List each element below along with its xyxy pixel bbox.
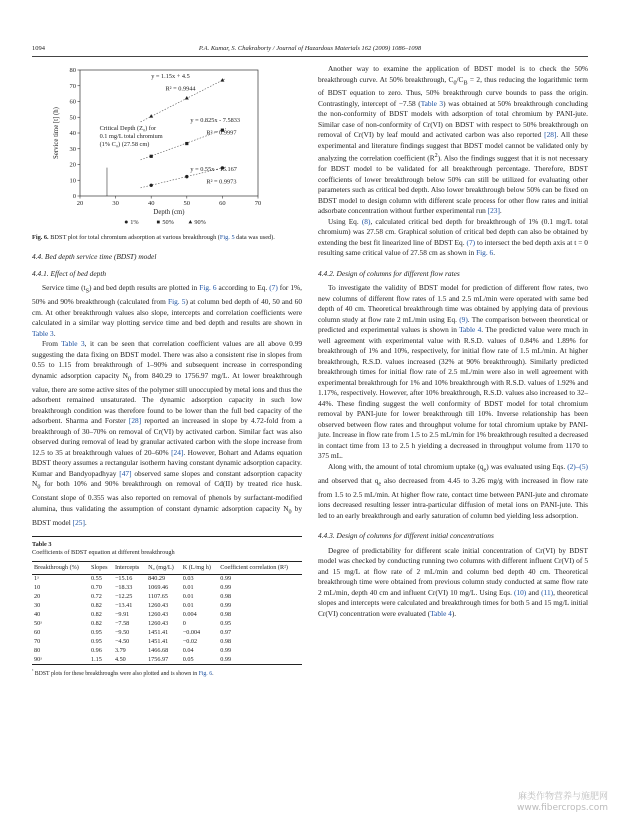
paragraph-bed-depth: Service time $(t_S)$ and bed depth results are plotted in Fig. 6 according to Eq. (7) for 1%, 50% and 90% breakthrough (calculated from Fig. 5) at column bed depth of 40, 50 and 60 cm. At other breakthrough values also slope, intercepts and correlation coefficients were calculated in a similar way plotting service time and bed depth and results are shown in Table 3. [32,283,302,338]
table-row [32,611,302,620]
table-cell: 0.72 [91,593,102,601]
table-cell: 0.82 [91,611,102,619]
ref-link[interactable]: [23] [487,206,500,216]
page-number: 1094 [32,45,45,52]
table-cell: 0.99 [220,575,232,583]
ref-link[interactable]: (7) [269,283,278,293]
ref-link[interactable]: (10) [514,587,527,597]
ref-link[interactable]: [25] [72,517,85,527]
table-cell: −9.91 [114,611,130,619]
trend-equation: y = 0.825x - 7.5833 [190,116,241,124]
x-tick-label: 50 [183,200,191,207]
section-title-4-4: 4.4. Bed depth service time (BDST) model [32,252,157,262]
column-header: Slopes [89,562,113,575]
paragraph-flow-rates: To investigate the validity of BDST model for prediction of different flow rates, two new columns of different flow rates of 1.5 and 2.5 mL/min were operated with same bed depth of 40 cm. Theoretical breakthrough time was obtained by applying data of previous column study at flow rate 2 mL/min using Eq. (9). The comparison between theoretical or predicted and experimental values is shown in Table 4. The predicted value were much in well agreement with experimental value with R.S.D. values of 0.84% and 1.89% for breakthrough of 1% and 10%, respectively, for initial flow rate of 1.5 mL/min. At higher breakthrough, R.S.D. values increased (32% at 90% breakthrough). Similarly predicted breakthrough times for initial flow rate of 2.5 mL/min were also in well agreement with experimental breakthrough for 1% and 10% breakthrough with R.S.D. values of 1.92% and 1.17%, respectively. However, after 10% breakthrough, R.S.D. values also increased to 32–44%. These finding suggest the well conformity of BDST model for total chromium removal by PANI-jute for lower breakthrough till 10%. Inverse relationship has been observed between flow rates and throughput volume for total chromium uptake by PANI-jute. Increase in flow rate from 1.5 to 2.5 mL/min for 1% breakthrough resulted a decreased in contact time from 13 to 2.5 h yielding a decreased in throughput volume from 1170 to 375 mL. [318,283,588,461]
table-footnote: $^ᵃ$ BDST plots for these breakthroughs were also plotted and is shown in Fig. 6. [32,669,214,678]
table-row [32,646,302,655]
figure-caption [32,234,302,242]
table-row [32,655,302,664]
bdst-coefficients-table [32,561,302,665]
x-tick-label: 70 [254,200,262,207]
table-cell: −4.50 [114,638,130,646]
y-tick-label: 60 [69,98,76,106]
ref-link[interactable]: Table 3 [420,98,444,108]
subsection-title-4-4-3: 4.4.3. Design of columns for different initial concentrations [318,531,494,541]
table-cell: 0.98 [220,593,232,601]
left-column [32,64,302,680]
table-cell: 0.95 [220,620,232,628]
table-cell: 1756.97 [146,655,181,664]
ref-link[interactable]: Table 4 [430,608,452,618]
y-tick-label: 70 [69,82,76,90]
ref-link[interactable]: (11) [541,587,554,597]
table-cell: −7.58 [114,620,130,628]
ref-link[interactable]: Fig. 6 [199,283,217,293]
table-cell: 1.15 [89,655,113,664]
trend-r2: R² = 0.9973 [206,178,237,186]
legend-label: 1% [130,219,139,226]
ref-link[interactable]: [24] [171,447,184,457]
table-cell: 0.95 [91,638,102,646]
figure-6 [32,64,302,230]
table-cell: −0.02 [182,638,198,646]
table-cell: 4.50 [113,655,146,664]
data-point [185,175,188,178]
table-cell: −15.16 [114,575,133,583]
table-row [32,584,302,593]
bdst-chart [32,64,302,230]
trend-equation: y = 0.55x - 15.167 [190,165,237,173]
x-tick-label: 60 [219,200,226,207]
table-cell: 1ᵃ [34,575,39,583]
table-cell: 90ᵃ [32,655,89,664]
ref-link[interactable]: [28] [128,416,142,426]
x-tick-label: 40 [147,200,155,207]
ref-link[interactable]: (2)–(5) [567,461,588,471]
table-cell: 1069.46 [148,584,169,592]
column-header: N₀ (mg/L) [146,562,181,575]
ref-link[interactable]: Fig. 5 [168,297,186,307]
table-row [32,593,302,602]
table-cell: −12.25 [114,593,133,601]
table-cell: 1451.41 [148,638,169,646]
table-cell: 0.03 [182,575,194,583]
ref-link[interactable]: Table 4 [459,325,482,335]
caption-ref-link[interactable]: Fig. 5 [219,234,235,241]
column-header: K (L/mg h) [181,562,219,575]
legend-marker [189,220,193,223]
annotation-text: (1% C₀) (27.58 cm) [99,140,150,148]
table-cell: 0.99 [220,584,232,592]
ref-link[interactable]: Table 3 [61,339,85,349]
x-tick-label: 30 [112,200,119,207]
table-cell: 3.79 [114,647,126,655]
y-tick-label: 0 [72,193,76,201]
caption-text: BDST plot for total chromium adsorption at various breakthrough ( [48,234,220,241]
legend-label: 50% [162,219,174,226]
table-cell: 0.01 [182,593,194,601]
ref-link[interactable]: Fig. 6 [198,671,213,678]
paragraph-initial-concentrations: Degree of predictability for different scale initial concentration of Cr(VI) by BDST model was checked by conducting running two columns with different influent Cr(VI) of 5 and 15 mg/L at flow rate of 2 mL/min and column bed depth 40 cm. Theoretical breakthrough time were obtained from previous column study conducted at same flow rate 2 mL/min, depth 40 cm and influent Cr(VI) 10 mg/L. Using Eqs. (10) and (11), theoretical slopes and intercepts were calculated and breakthrough times for both 5 and 15 mg/L initial Cr(VI) concentration were evaluated (Table 4). [318,545,588,618]
table-cell: 60 [34,629,41,637]
table-cell: 0.82 [91,602,102,610]
caption-tail: data was used). [234,234,275,241]
table-cell: 0.98 [220,638,232,646]
x-tick-label: 20 [76,200,84,207]
table-row [32,620,302,629]
trend-r2: R² = 0.9944 [165,85,196,93]
y-tick-label: 20 [69,161,76,169]
table-row [32,628,302,637]
watermark [517,792,608,814]
table-cell: 80 [34,647,41,655]
table-cell: 10 [34,584,41,592]
y-tick-label: 30 [69,145,76,153]
watermark-line: 麻类作物营养与施肥网 [517,792,608,802]
table-cell: 840.29 [148,575,166,583]
table-header-row [32,562,302,575]
table-cell: 0.99 [220,647,232,655]
table-row [32,637,302,646]
table-cell: 0.99 [220,602,232,610]
table-cell: 0.01 [182,602,194,610]
data-point [150,155,153,158]
y-tick-label: 10 [69,177,76,185]
paragraph-50-breakthrough: Another way to examine the application of BDST model is to check the 50% breakthrough curve. At 50% breakthrough, $C_0/C_B = 2$, thus reducing the logarithmic term of BDST equation to zero. Thus, 50% breakthrough curve bounds to pass the origin. Contrastingly, intercept of −7.58 (Table 3) was obtained at 50% breakthrough concluding the non-conformity of BDST models with adsorption of total chromium by PANI-jute. Similar case of non-conformity of Cr(VI) on BDST with respect to 50% breakthrough on removal of Cr(VI) by leaf mould and activated carbon was also reported [28]. All these experimental and literature findings suggest that BDST model cannot be validated only by analyzing the correlation coefficient $(R^2)$. Also the findings suggest that it is not necessary for BDST model to be validated for all breakthrough percentage. Therefore, BDST coefficients of lower breakthrough below 50% can still be utilized for evaluating other parameters such as critical bed depth. Also lower breakthrough below 50% can be fixed on BDST model to design column with different scale process for other flow rates and initial adsorbate concentration without further experimental run [23]. [318,64,589,216]
table-cell: −0.004 [182,629,201,637]
paragraph-chromium-uptake: Along with, the amount of total chromium uptake $(q_e)$ was evaluated using Eqs. (2)–(5) and observed that $q_e$ also decreased from 4.45 to 3.26 mg/g with increased in flow rate from 1.5 to 2.5 mL/min. At higher flow rate, contact time between PANI-jute and chromate ions decreased resulting lesser intra-particular diffusion of metal ions on PANI-jute. This led to an early breakthrough and early saturation of column bed yielding less adsorption. [318,461,588,520]
table-cell: 0.99 [218,655,302,664]
caption-label: Fig. 6. [32,234,49,241]
table-cell: 40 [34,611,41,619]
y-tick-label: 80 [69,67,76,75]
table-cell: −18.33 [114,584,133,592]
table-cell: 0.95 [91,629,102,637]
watermark-url: www.fibercrops.com [517,803,608,813]
column-header: Coefficient correlation (R²) [218,562,302,575]
table-body [32,574,302,665]
table-cell: 0.04 [182,647,194,655]
table-cell: 0.97 [220,629,232,637]
paragraph-table3-discussion: From Table 3, it can be seen that correlation coefficient values are all above 0.99 suggesting the data fixing on BDST model. There was also a consistent rise in slopes from 0.55 to 1.15 from breakthrough of 1–90% and subsequent increase in corresponding dynamic adsorption capacity $N_0$ from 840.29 to 1756.97 mg/L. At lower breakthrough value, there are some active sites of the polymer still unoccupied by metal ions and thus the adsorbent remained unsaturated. The dynamic adsorption capacity in such low breakthrough condition was therefore found to be lower than the full bed capacity of the adsorbent. Sharma and Forster [28] reported an increased in slope by 4.72-fold from a breakthrough of 30–70% on removal of Cr(VI) by activated carbon. Similar fact was also observed during removal of lead by granular activated carbon with the slope increase from 12.5 to 35 at breakthrough values of 20–60% [24]. However, Bohart and Adams equation BDST theory assumes a rectangular isotherm having constant dynamic adsorption capacity. Kumar and Bandyopadhyay [47] observed same slopes and constant adsorption capacity $N_0$ for both 10% and 90% breakthrough on removal of Cd(II) by treated rice husk. Constant slope of 0.355 was also reported on removal of phenols by surfactant-modified alumina, thus validating the assumption of constant dynamic adsorption capacity $N_0$ by BDST model [25]. [32,339,302,527]
ref-link[interactable]: (9) [459,314,468,324]
y-tick-label: 50 [69,114,76,122]
table-cell: 1107.65 [148,593,168,601]
table-row [32,602,302,611]
data-point [150,184,153,187]
legend-marker [125,221,128,224]
table-cell: 0.004 [182,611,197,619]
subsection-title-4-4-1: 4.4.1. Effect of bed depth [32,268,107,278]
column-header: Breakthrough (%) [32,562,89,575]
table-cell: 1451.41 [148,629,169,637]
data-point [185,96,189,100]
table-title: Coefficients of BDST equation at different breakthrough [32,549,175,557]
annotation-text: 0.1 mg/L total chromium [99,132,163,140]
table-cell: 0.01 [182,584,194,592]
annotation-text: Critical Depth (Z₀) for [99,124,157,132]
table-cell: 0.96 [91,647,102,655]
trend-equation: y = 1.15x + 4.5 [151,72,190,80]
table-cell: −9.50 [114,629,130,637]
ref-link[interactable]: Table 3 [32,328,54,338]
table-label: Table 3 [32,541,52,549]
legend-label: 90% [194,219,206,226]
ref-link[interactable]: (7) [466,237,476,247]
table-3 [32,536,302,680]
ref-link[interactable]: [28] [544,130,557,140]
ref-link[interactable]: [47] [119,468,132,478]
table-cell: 0 [182,620,186,628]
running-head: P.A. Kumar, S. Chakraborty / Journal of Hazardous Materials 162 (2009) 1086–1098 [198,45,422,52]
header-rule [32,56,588,57]
table-cell: 1260.43 [148,620,169,628]
table-cell: 30 [34,602,41,610]
subsection-title-4-4-2: 4.4.2. Design of columns for different flow rates [318,268,460,278]
table-cell: 0.70 [91,584,102,592]
paragraph-critical-depth: Using Eq. (8), calculated critical bed depth for breakthrough of 1% (0.1 mg/L total chromium) was 27.58 cm. Graphical solution of critical bed depth can also be obtained by extending the best fit linearized line of BDST Eq. (7) to intersect the bed depth axis at t = 0 resulting same critical value of 27.58 cm as shown in Fig. 6. [318,216,588,258]
table-cell: 0.55 [91,575,102,583]
table-cell: 20 [34,593,41,601]
y-tick-label: 40 [69,130,76,138]
table-cell: 0.82 [91,620,102,628]
x-axis-label: Depth (cm) [153,209,185,216]
trend-r2: R² = 0.9997 [206,129,237,137]
column-header: Intercepts [113,562,146,575]
table-cell: 0.05 [181,655,219,664]
ref-link[interactable]: (8) [361,216,371,226]
data-point [185,142,188,145]
table-cell: 1466.68 [148,647,169,655]
ref-link[interactable]: Fig. 6 [476,248,494,258]
table-cell: 0.98 [220,611,232,619]
legend-marker [157,221,160,224]
table-cell: −13.41 [114,602,133,610]
table-cell: 70 [34,638,41,646]
table-cell: 1260.43 [148,611,169,619]
table-row [32,574,302,583]
table-cell: 50ᵃ [34,620,42,628]
table-cell: 1260.43 [148,602,169,610]
y-axis-label: Service time [t] (h) [53,107,60,159]
right-column [318,64,588,619]
